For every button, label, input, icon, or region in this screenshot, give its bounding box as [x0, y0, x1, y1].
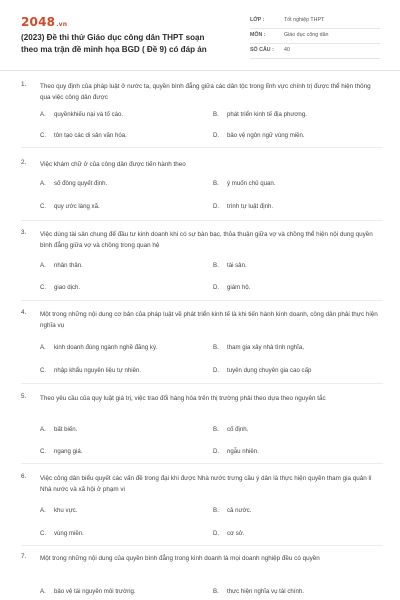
option-letter: D. [213, 367, 220, 374]
option-b[interactable] [213, 426, 248, 433]
option-c[interactable] [40, 367, 141, 374]
option-text: bất biến. [54, 426, 78, 433]
option-c[interactable] [40, 203, 100, 210]
option-a[interactable] [40, 507, 77, 514]
option-letter: A. [40, 344, 46, 351]
option-text: bảo vệ ngôn ngữ vùng miền. [227, 132, 305, 139]
option-d[interactable] [213, 448, 259, 455]
option-letter: B. [213, 180, 219, 187]
option-text: quy ước làng xã. [54, 203, 100, 210]
question-divider [21, 147, 383, 148]
question-text: Theo quy định của pháp luật ở nước ta, quyền bình đẳng giữa các dân tộc trong lĩnh vực chính trị được thể hiện thông qua việc công dân được [40, 83, 371, 101]
option-c[interactable] [40, 284, 80, 291]
question-text: Việc dùng tài sản chung để đầu tư kinh doanh khi có sự bàn bạc, thỏa thuận giữa vợ và chồng thể hiện nội dung quyền bình đẳng giữa vợ và chồng trong quan hệ [40, 231, 373, 249]
logo-text: 2048 [21, 15, 56, 29]
option-a[interactable] [40, 111, 123, 118]
option-text: ngang giá. [54, 448, 83, 455]
option-letter: C. [40, 367, 47, 374]
option-letter: B. [213, 344, 219, 351]
option-text: vùng miền. [54, 530, 84, 537]
document-title: (2023) Đề thi thử Giáo dục công dân THPT soạn theo ma trận đề minh họa BGD ( Đề 9) có đáp án [21, 33, 207, 54]
option-letter: A. [40, 111, 46, 118]
option-letter: C. [40, 132, 47, 139]
option-letter: C. [40, 448, 47, 455]
option-c[interactable] [40, 530, 84, 537]
option-letter: D. [213, 132, 220, 139]
option-b[interactable] [213, 111, 307, 118]
option-text: giám hộ. [227, 284, 251, 291]
option-letter: B. [213, 426, 219, 433]
exam-info-table [250, 14, 380, 59]
info-row-class [250, 14, 380, 29]
document-header [0, 0, 400, 70]
question-number: 1. [21, 81, 27, 88]
option-letter: A. [40, 426, 46, 433]
info-row-question-count [250, 44, 380, 59]
option-letter: D. [213, 530, 220, 537]
question-text: Một trong những nội dung của quyền bình đẳng trong kinh doanh là mọi doanh nghiệp đều có quyền [40, 555, 320, 562]
option-text: kinh doanh đúng ngành nghề đăng ký. [54, 344, 158, 351]
info-value: Giáo dục công dân [284, 32, 329, 38]
info-row-subject [250, 29, 380, 44]
question-number: 4. [21, 309, 27, 316]
option-text: giao dịch. [54, 284, 81, 291]
option-text: tuyên dụng chuyên gia cao cấp [227, 367, 312, 374]
question-divider [21, 545, 383, 546]
option-letter: C. [40, 530, 47, 537]
option-text: ngẫu nhiên. [227, 448, 259, 455]
option-text: khu vực. [54, 507, 78, 514]
option-text: ý muốn chủ quan. [227, 180, 276, 187]
question-text: Việc công dân biểu quyết các vấn đề trong đại khi được Nhà nước trưng cầu ý dân là thực hiện quyền tham gia quản lí Nhà nước và xã hội ở phạm vi [40, 475, 372, 493]
option-letter: A. [40, 262, 46, 269]
option-letter: D. [213, 448, 220, 455]
question-text: Việc khám chữ ở của công dân được tiến hành theo [40, 161, 186, 168]
option-letter: B. [213, 588, 219, 595]
option-text: cơ sở. [227, 530, 245, 537]
info-label: MÔN : [250, 32, 266, 38]
option-letter: B. [213, 507, 219, 514]
option-text: thực hiện nghĩa vụ tài chính. [227, 588, 304, 595]
option-letter: D. [213, 203, 220, 210]
option-letter: C. [40, 203, 47, 210]
option-b[interactable] [213, 262, 247, 269]
option-letter: A. [40, 180, 46, 187]
option-text: tài sản. [227, 262, 247, 269]
option-b[interactable] [213, 507, 251, 514]
option-text: phát triển kinh tế địa phương. [227, 111, 307, 118]
question-number: 3. [21, 229, 27, 236]
option-letter: D. [213, 284, 220, 291]
option-text: trình tự luật định. [227, 203, 274, 210]
option-text: nhân thân. [54, 262, 83, 269]
logo-suffix: .vn [56, 21, 68, 28]
option-a[interactable] [40, 588, 136, 595]
option-letter: B. [213, 111, 219, 118]
option-text: bảo vệ tài nguyên môi trường. [54, 588, 136, 595]
option-a[interactable] [40, 262, 83, 269]
question-text: Theo yêu cầu của quy luật giá trị, việc trao đổi hàng hóa trên thị trường phải theo dựa theo nguyên tắc [40, 395, 326, 402]
question-divider [21, 383, 383, 384]
info-value: Tốt nghiệp THPT [284, 17, 325, 23]
option-d[interactable] [213, 284, 250, 291]
option-text: cả nước. [227, 507, 252, 514]
question-divider [21, 300, 383, 301]
option-d[interactable] [213, 530, 244, 537]
option-c[interactable] [40, 132, 127, 139]
option-c[interactable] [40, 448, 82, 455]
question-number: 5. [21, 393, 27, 400]
question-divider [21, 220, 383, 221]
info-label: LỚP : [250, 17, 265, 23]
option-text: cố định. [227, 426, 249, 433]
option-text: nhập khẩu nguyên liệu tự nhiên. [54, 367, 142, 374]
option-a[interactable] [40, 344, 158, 351]
question-text: Một trong những nội dung cơ bản của pháp luật về phát triển kinh tế là khi tiến hành kinh doanh, công dân phải thực hiện nghĩa vụ [40, 311, 378, 329]
option-a[interactable] [40, 180, 107, 187]
question-number: 7. [21, 553, 27, 560]
site-logo[interactable] [21, 15, 67, 29]
option-text: số đông quyết định. [54, 180, 108, 187]
option-b[interactable] [213, 344, 304, 351]
option-b[interactable] [213, 588, 304, 595]
option-a[interactable] [40, 426, 77, 433]
question-number: 2. [21, 159, 27, 166]
option-letter: B. [213, 262, 219, 269]
option-d[interactable] [213, 367, 311, 374]
option-d[interactable] [213, 132, 305, 139]
option-text: quyềnkhiếu nại và tố cáo. [54, 111, 124, 118]
question-number: 6. [21, 473, 27, 480]
option-text: tham gia xây nhà tình nghĩa, [227, 344, 304, 351]
option-b[interactable] [213, 180, 275, 187]
option-letter: A. [40, 507, 46, 514]
info-label: SỐ CÂU : [250, 47, 274, 53]
option-letter: C. [40, 284, 47, 291]
question-divider [21, 463, 383, 464]
option-letter: A. [40, 588, 46, 595]
option-text: tôn tạo các di sản văn hóa. [54, 132, 127, 139]
header-divider [0, 70, 400, 71]
option-d[interactable] [213, 203, 273, 210]
info-value: 40 [284, 47, 290, 53]
